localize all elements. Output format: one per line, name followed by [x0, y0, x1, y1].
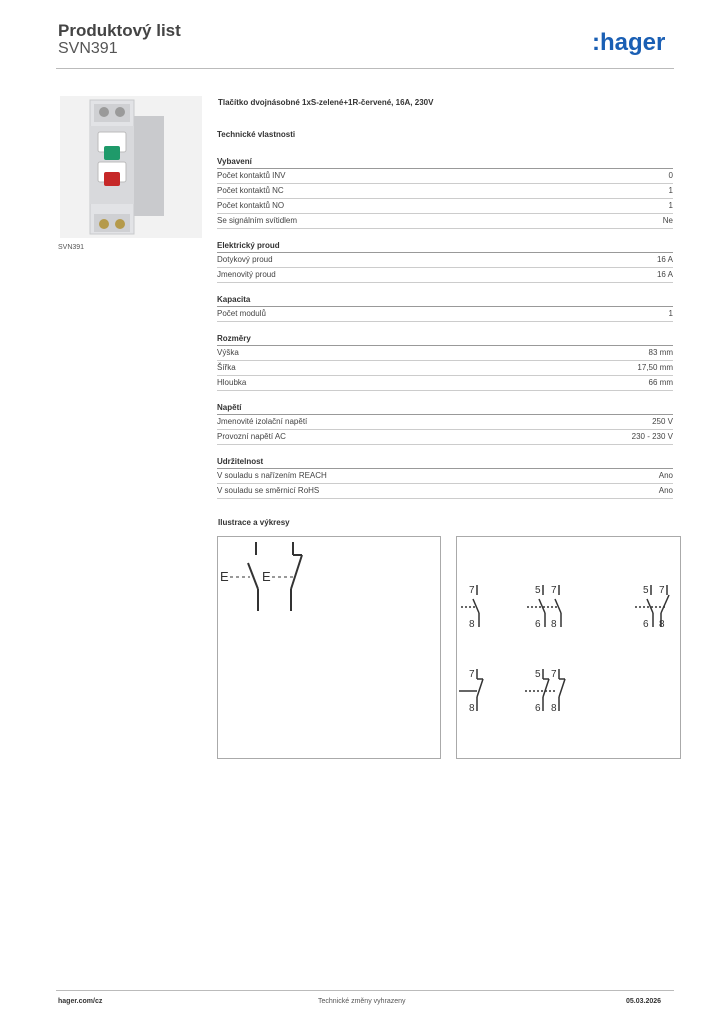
spec-group-title: Vybavení	[217, 157, 673, 169]
spec-label: Výška	[217, 348, 239, 357]
spec-label: Provozní napětí AC	[217, 432, 286, 441]
spec-row	[217, 415, 673, 430]
spec-row	[217, 484, 673, 499]
spec-value: 16 A	[656, 255, 673, 264]
spec-value: 230 - 230 V	[631, 432, 673, 441]
spec-label: Se signálním svítidlem	[217, 216, 298, 225]
spec-group	[217, 295, 673, 322]
illustrations-title: Ilustrace a výkresy	[218, 518, 290, 527]
spec-group	[217, 157, 673, 229]
footer-disclaimer: Technické změny vyhrazeny	[318, 998, 406, 1005]
spec-group	[217, 334, 673, 391]
product-code: SVN391	[58, 40, 118, 57]
spec-group	[217, 457, 673, 499]
label-7: 7	[469, 669, 475, 680]
contact-diagrams	[456, 536, 681, 759]
spec-value: 250 V	[652, 417, 673, 426]
label-7: 7	[551, 585, 557, 596]
spec-label: V souladu s nařízením REACH	[217, 471, 327, 480]
spec-row	[217, 346, 673, 361]
label-8: 8	[469, 619, 475, 630]
spec-label: Jmenovitý proud	[217, 270, 276, 279]
spec-row	[217, 376, 673, 391]
spec-label: Hloubka	[217, 378, 247, 387]
spec-groups	[217, 157, 673, 499]
footer-date: 05.03.2026	[626, 998, 662, 1005]
spec-row	[217, 430, 673, 445]
product-title: Tlačítko dvojnásobné 1xS-zelené+1R-červené, 16A, 230V	[218, 98, 434, 107]
image-caption: SVN391	[58, 244, 85, 251]
spec-label: V souladu se směrnicí RoHS	[217, 486, 320, 495]
spec-row	[217, 184, 673, 199]
spec-value: 83 mm	[648, 348, 673, 357]
spec-label: Šířka	[217, 363, 236, 372]
spec-row	[217, 361, 673, 376]
spec-group-title: Udržitelnost	[217, 457, 673, 469]
label-8: 8	[551, 619, 557, 630]
spec-value: 16 A	[656, 270, 673, 279]
spec-label: Počet kontaktů INV	[217, 171, 286, 180]
product-photo	[60, 96, 202, 238]
spec-row	[217, 214, 673, 229]
spec-value: 0	[668, 171, 673, 180]
header-divider	[56, 68, 674, 69]
spec-row	[217, 169, 673, 184]
spec-value: 66 mm	[648, 378, 673, 387]
hager-logo	[592, 28, 674, 58]
label-6: 6	[535, 619, 541, 630]
page-title: Produktový list	[58, 21, 181, 40]
spec-label: Počet kontaktů NC	[217, 186, 284, 195]
footer-website[interactable]: hager.com/cz	[58, 998, 103, 1005]
spec-value: Ano	[658, 486, 673, 495]
spec-group-title: Elektrický proud	[217, 241, 673, 253]
spec-row	[217, 253, 673, 268]
spec-section-title: Technické vlastnosti	[217, 130, 296, 139]
label-6: 6	[643, 619, 649, 630]
terminal-label-e1: E	[220, 569, 229, 584]
spec-section	[217, 130, 673, 139]
spec-label: Dotykový proud	[217, 255, 273, 264]
spec-row	[217, 268, 673, 283]
label-8: 8	[659, 619, 665, 630]
label-8: 8	[469, 703, 475, 714]
spec-group-title: Rozměry	[217, 334, 673, 346]
spec-value: Ne	[662, 216, 673, 225]
spec-group-title: Napětí	[217, 403, 673, 415]
label-8: 8	[551, 703, 557, 714]
spec-row	[217, 307, 673, 322]
spec-group	[217, 241, 673, 283]
spec-value: Ano	[658, 471, 673, 480]
spec-row	[217, 469, 673, 484]
spec-value: 1	[668, 186, 673, 195]
spec-label: Počet kontaktů NO	[217, 201, 285, 210]
spec-value: 17,50 mm	[637, 363, 673, 372]
label-7: 7	[659, 585, 665, 596]
spec-value: 1	[668, 201, 673, 210]
wiring-drawing	[217, 536, 441, 759]
spec-group	[217, 403, 673, 445]
label-5: 5	[643, 585, 649, 596]
spec-group-title: Kapacita	[217, 295, 673, 307]
terminal-label-e2: E	[262, 569, 271, 584]
label-5: 5	[535, 669, 541, 680]
spec-label: Počet modulů	[217, 309, 266, 318]
spec-value: 1	[668, 309, 673, 318]
label-7: 7	[551, 669, 557, 680]
label-5: 5	[535, 585, 541, 596]
label-7: 7	[469, 585, 475, 596]
label-6: 6	[535, 703, 541, 714]
logo-text: :hager	[592, 29, 666, 56]
spec-label: Jmenovité izolační napětí	[217, 417, 308, 426]
footer-divider	[56, 990, 674, 991]
spec-row	[217, 199, 673, 214]
